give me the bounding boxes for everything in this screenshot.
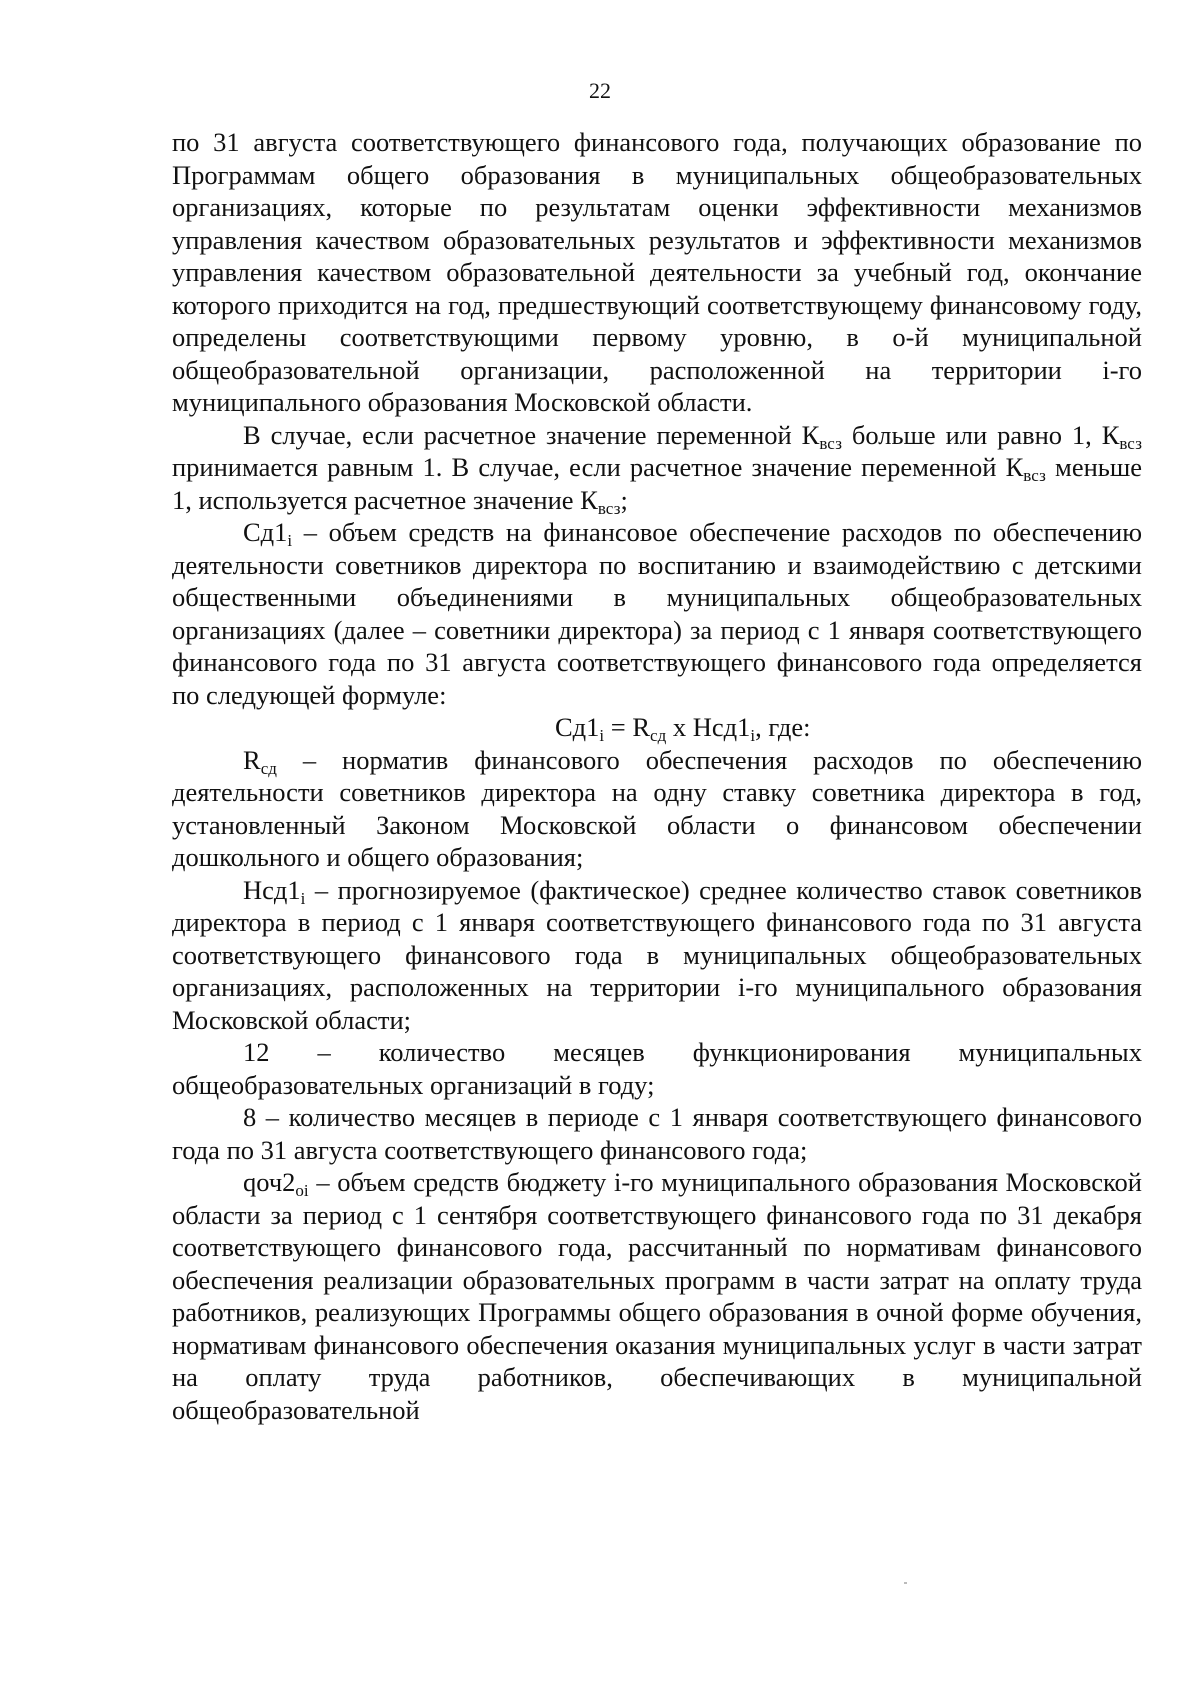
paragraph-continuation: по 31 августа соответствующего финансового года, получающих образование по Программам общего образования в муниципальных общеобразовательных организациях, которые по результатам оценки эффективности механизмов управления качеством образовательных результатов и эффективности механизмов управления качеством образовательной деятельности за учебный год, окончание которого приходится на год, предшествующий соответствующему финансовому году, определены соответствующими первому уровню, в о-й муниципальной общеобразовательной организации, расположенной на территории i-го муниципального образования Московской области. (172, 127, 1142, 417)
paragraph-rsd-definition: $R_{сд}$ – норматив финансового обеспечения расходов по обеспечению деятельности советников директора на одну ставку советника директора в год, установленный Законом Московской области о финансовом обеспечении дошкольного и общего образования; (172, 744, 1142, 872)
paragraph-kvsz-rule: В случае, если расчетное значение переменной $К_{всз}$ больше или равно 1, $К_{всз}$ принимается равным 1. В случае, если расчетное значение переменной $К_{всз}$ меньше 1, используется расчетное значение $К_{всз}$; (172, 419, 1143, 518)
paragraph-nsd1-definition: $Нсд1_i$ – прогнозируемое (фактическое) среднее количество ставок советников директора в период с 1 января соответствующего финансового года по 31 августа соответствующего финансового года в муниципальных общеобразовательных организациях, расположенных на территории i-го муниципального образования Московской области; (172, 874, 1142, 1035)
document-body (172, 126, 1142, 1426)
formula-sd1: $Сд1_i = R_{сд}$ х $Нсд1_i$, где: (555, 712, 811, 745)
paragraph-8-months: 8 – количество месяцев в периоде с 1 января соответствующего финансового года по 31 августа соответствующего финансового года; (172, 1102, 1142, 1165)
paragraph-qoch2-definition: $qоч2_{oi}$ – объем средств бюджету i-го муниципального образования Московской области за период с 1 сентября соответствующего финансового года по 31 декабря соответствующего финансового года, рассчитанный по нормативам финансового обеспечения реализации образовательных программ в части затрат на оплату труда работников, реализующих Программы общего образования в очной форме обучения, нормативам финансового обеспечения оказания муниципальных услуг в части затрат на оплату труда работников, обеспечивающих в муниципальной общеобразовательной (172, 1167, 1142, 1425)
paragraph-sd1-definition: $Сд1_i$ – объем средств на финансовое обеспечение расходов по обеспечению деятельности советников директора по воспитанию и взаимодействию с детскими общественными объединениями в муниципальных общеобразовательных организациях (далее – советники директора) за период с 1 января соответствующего финансового года по 31 августа соответствующего финансового года определяется по следующей формуле: (172, 517, 1142, 710)
scan-speck (904, 1582, 907, 1584)
page-number: 22 (589, 78, 611, 103)
paragraph-12-months: 12 – количество месяцев функционирования муниципальных общеобразовательных организаций в году; (172, 1037, 1142, 1100)
